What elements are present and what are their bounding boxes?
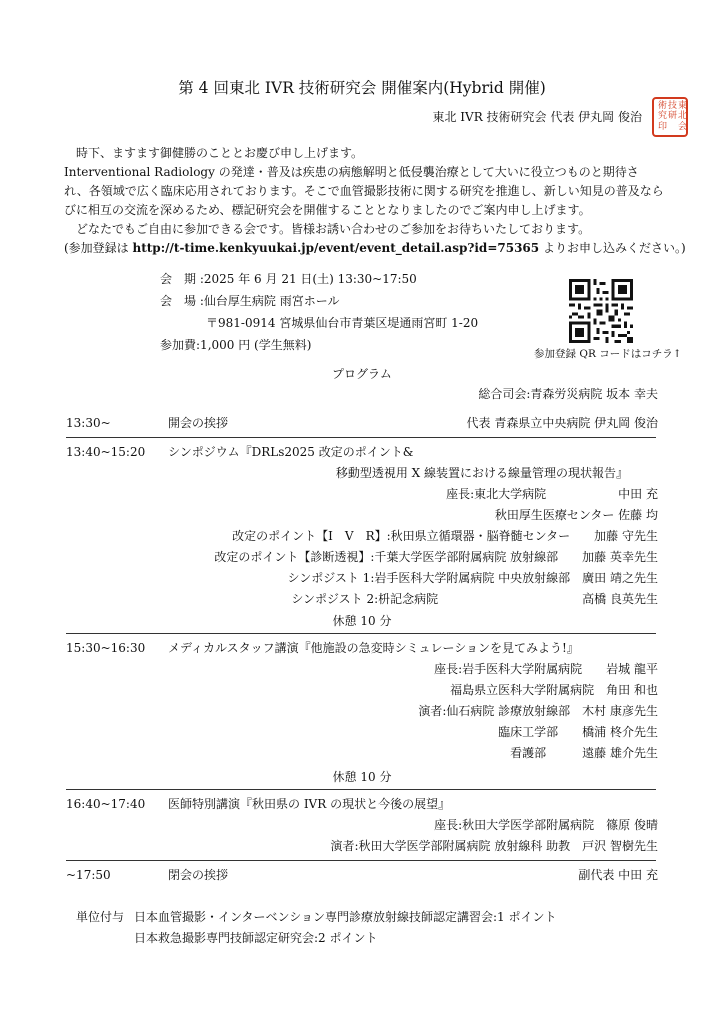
- section-divider: [66, 860, 656, 861]
- credits-label: 単位付与: [76, 910, 125, 924]
- date-value: :2025 年 6 月 21 日(土) 13:30~17:50: [199, 272, 417, 286]
- venue-address: 〒981-0914 宮城県仙台市青葉区堤通雨宮町 1-20: [206, 316, 479, 330]
- medical-session-time: 15:30~16:30: [66, 641, 146, 655]
- special-lecture-speaker: 演者:秋田大学医学部附属病院 放射線科 助教 戸沢 智樹先生: [330, 839, 658, 853]
- intro-line: Interventional Radiology の発達・普及は疾患の病態解明と低侵襲治療として大いに役立つものと期待さ: [64, 165, 639, 179]
- date-row: [160, 272, 417, 287]
- seal-char: 東: [678, 101, 688, 111]
- seal-char: 技: [668, 101, 678, 111]
- closing-title: 閉会の挨拶: [168, 868, 229, 882]
- closing-time: ~17:50: [66, 868, 111, 882]
- closing-speaker: 副代表 中田 充: [578, 868, 658, 882]
- opening-speaker: 代表 青森県立中央病院 伊丸岡 俊治: [466, 416, 658, 430]
- section-divider: [66, 789, 656, 790]
- special-lecture-chair: 座長:秋田大学医学部附属病院 篠原 俊晴: [434, 818, 658, 832]
- credits-line: 日本血管撮影・インターベンション専門診療放射線技師認定講習会:1 ポイント: [134, 910, 557, 924]
- registration-prefix: (参加登録は: [64, 241, 133, 255]
- symposium-chair: 秋田厚生医療センター 佐藤 均: [494, 508, 658, 522]
- break-label: 休憩 10 分: [332, 614, 392, 628]
- date-label: 会 期: [160, 272, 197, 286]
- break-label: 休憩 10 分: [332, 770, 392, 784]
- medical-session-chair: 福島県立医科大学附属病院 角田 和也: [450, 683, 658, 697]
- symposium-chair: 座長:東北大学病院 中田 充: [446, 487, 658, 501]
- symposium-time: 13:40~15:20: [66, 445, 146, 459]
- intro-line: れ、各領域で広く臨床応用されております。そこで血管撮影技術に関する研究を推進し、新しい知見の普及なら: [64, 184, 664, 198]
- section-divider: [66, 633, 656, 634]
- medical-session-speaker: 演者:仙石病院 診療放射線部 木村 康彦先生: [418, 704, 658, 718]
- special-lecture-time: 16:40~17:40: [66, 797, 146, 811]
- symposium-presenter: 改定のポイント【I V R】:秋田県立循環器・脳脊髄センター 加藤 守先生: [232, 529, 658, 543]
- venue-label: 会 場: [160, 294, 197, 308]
- program-heading: プログラム: [332, 367, 392, 381]
- seal-char: 印: [658, 122, 668, 132]
- intro-line: びに相互の交流を深めるため、標記研究会を開催することとなりましたのでご案内申し上げます。: [64, 203, 591, 217]
- seal-char: 研: [668, 111, 678, 121]
- master-of-ceremonies: 総合司会:青森労災病院 坂本 幸夫: [478, 387, 658, 401]
- organizer-seal: [652, 97, 688, 137]
- venue-value: :仙台厚生病院 雨宮ホール: [199, 294, 340, 308]
- registration-link[interactable]: http://t-time.kenkyuukai.jp/event/event_detail.asp?id=75365: [132, 241, 540, 255]
- opening-time: 13:30~: [66, 416, 111, 430]
- qr-caption: 参加登録 QR コードはコチラ↑: [534, 348, 682, 360]
- venue-row: [160, 294, 339, 309]
- symposium-subtitle: 移動型透視用 X 線装置における線量管理の現状報告』: [335, 466, 628, 480]
- medical-session-title: メディカルスタッフ講演『他施設の急変時シミュレーションを見てみよう!』: [168, 641, 579, 655]
- credits-line: 日本救急撮影専門技師認定研究会:2 ポイント: [134, 931, 378, 945]
- symposium-presenter: 改定のポイント【診断透視】:千葉大学医学部附属病院 放射線部 加藤 英幸先生: [214, 550, 658, 564]
- symposium-presenter: シンポジスト 2:枡記念病院 高橋 良英先生: [291, 592, 658, 606]
- symposium-presenter: シンポジスト 1:岩手医科大学附属病院 中央放射線部 廣田 靖之先生: [287, 571, 658, 585]
- medical-session-chair: 座長:岩手医科大学附属病院 岩城 龍平: [434, 662, 658, 676]
- medical-session-speaker: 看護部 遠藤 雄介先生: [510, 746, 658, 760]
- page-title: 第 4 回東北 IVR 技術研究会 開催案内(Hybrid 開催): [178, 79, 546, 97]
- intro-line: 時下、ますます御健勝のこととお慶び申し上げます。: [76, 146, 364, 160]
- fee-label: 参加費: [160, 338, 197, 352]
- section-divider: [66, 437, 656, 438]
- symposium-title: シンポジウム『DRLs2025 改定のポイント&: [168, 445, 414, 459]
- opening-title: 開会の挨拶: [168, 416, 229, 430]
- registration-qr-code[interactable]: [569, 279, 633, 343]
- intro-line: どなたでもご自由に参加できる会です。皆様お誘い合わせのご参加をお待ちいたしております。: [76, 222, 591, 236]
- seal-char: 術: [658, 101, 668, 111]
- special-lecture-title: 医師特別講演『秋田県の IVR の現状と今後の展望』: [168, 797, 451, 811]
- seal-char: 会: [678, 122, 688, 132]
- seal-char: 究: [658, 111, 668, 121]
- registration-note: [64, 241, 686, 256]
- fee-row: [160, 338, 311, 353]
- organizer: 東北 IVR 技術研究会 代表 伊丸岡 俊治: [432, 110, 642, 124]
- seal-char: 北: [678, 111, 688, 121]
- registration-suffix: よりお申し込みください。): [539, 241, 686, 255]
- fee-value: :1,000 円 (学生無料): [196, 338, 312, 352]
- medical-session-speaker: 臨床工学部 橋浦 柊介先生: [498, 725, 658, 739]
